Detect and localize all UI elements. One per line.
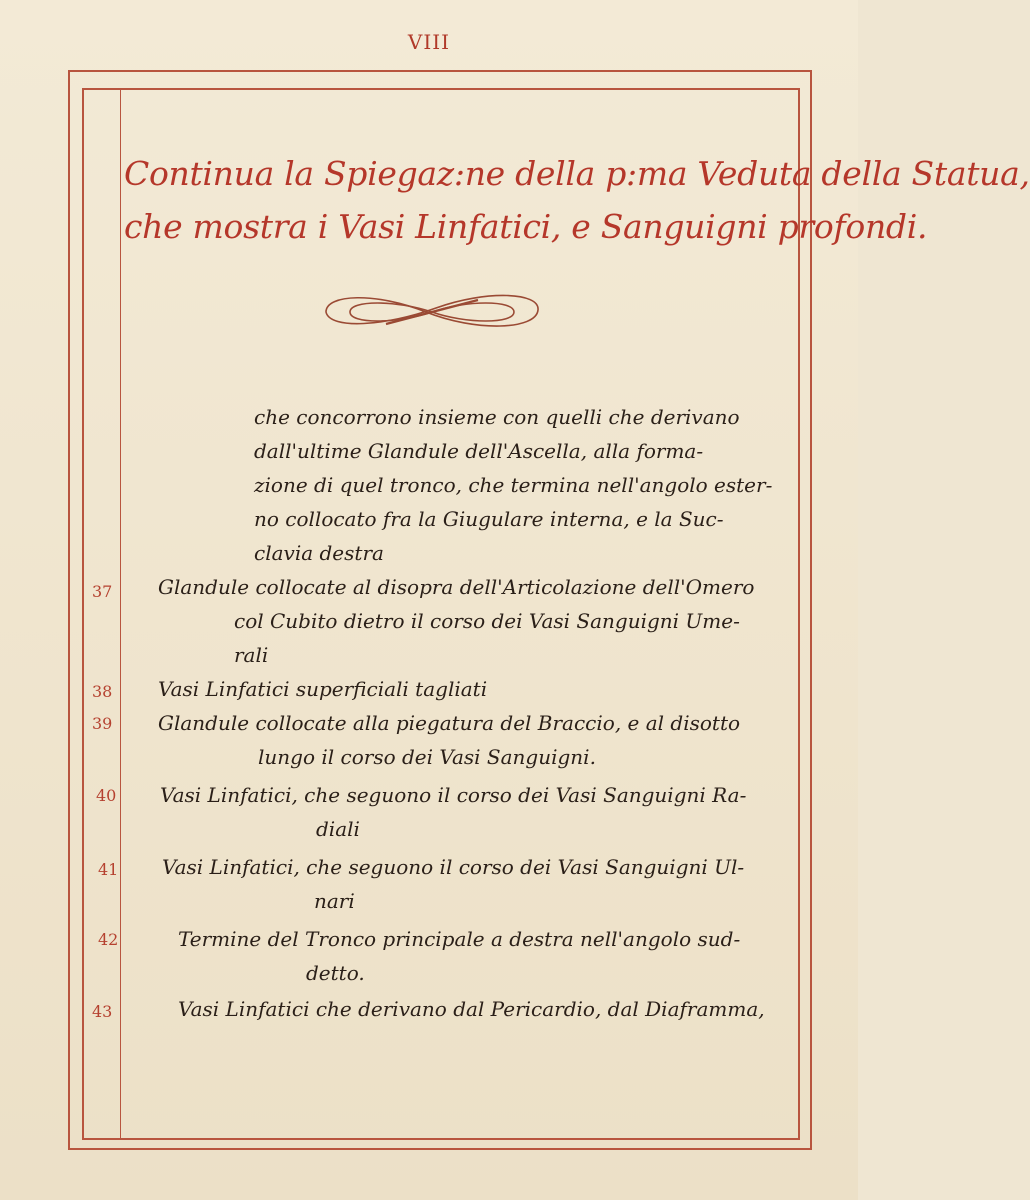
page-title — [124, 148, 1030, 254]
entry-42 — [100, 922, 800, 990]
entry-number: 38 — [92, 682, 113, 701]
entry-number: 40 — [96, 786, 117, 805]
text-line: lungo il corso dei Vasi Sanguigni. — [258, 745, 596, 769]
title-line-1: Continua la Spiegaz:ne della p:ma Veduta della Statua, — [124, 154, 1030, 193]
title-line-2: che mostra i Vasi Linfatici, e Sanguigni profondi. — [124, 206, 928, 246]
text-line: clavia destra — [254, 541, 384, 565]
entry-38 — [92, 672, 800, 706]
text-line: Vasi Linfatici che derivano dal Pericardio, dal Diaframma, — [178, 997, 765, 1021]
entry-40 — [96, 778, 800, 846]
entry-number: 37 — [92, 582, 113, 601]
text-line: zione di quel tronco, che termina nell'angolo ester- — [254, 473, 773, 497]
entry-37 — [92, 570, 800, 672]
text-line: no collocato fra la Giugulare interna, e la Suc- — [254, 507, 724, 531]
text-line: Vasi Linfatici, che seguono il corso dei Vasi Sanguigni Ul- — [162, 855, 745, 879]
entry-number: 39 — [92, 714, 113, 733]
text-line: diali — [316, 817, 360, 841]
text-line: Glandule collocate al disopra dell'Articolazione dell'Omero — [158, 575, 755, 599]
text-line: che concorrono insieme con quelli che derivano — [254, 405, 740, 429]
text-line: Vasi Linfatici superficiali tagliati — [158, 677, 488, 701]
text-line: nari — [314, 889, 355, 913]
text-line: Termine del Tronco principale a destra nell'angolo sud- — [178, 927, 741, 951]
body-text — [92, 400, 800, 1026]
entry-39 — [92, 706, 800, 774]
text-line: Glandule collocate alla piegatura del Braccio, e al disotto — [158, 711, 741, 735]
entry-41 — [100, 850, 800, 918]
text-line: Vasi Linfatici, che seguono il corso dei Vasi Sanguigni Ra- — [160, 783, 747, 807]
text-line: rali — [234, 643, 269, 667]
flourish-ornament — [316, 286, 548, 336]
entry-number: 41 — [98, 860, 119, 879]
entry-43 — [92, 992, 800, 1026]
text-line: dall'ultime Glandule dell'Ascella, alla forma- — [254, 439, 704, 463]
text-line: col Cubito dietro il corso dei Vasi Sanguigni Ume- — [234, 609, 740, 633]
entry-number: 43 — [92, 1002, 113, 1021]
text-line: detto. — [306, 961, 365, 985]
continuation-paragraph — [100, 400, 800, 570]
entry-number: 42 — [98, 930, 119, 949]
page-number: VIII — [407, 30, 451, 54]
